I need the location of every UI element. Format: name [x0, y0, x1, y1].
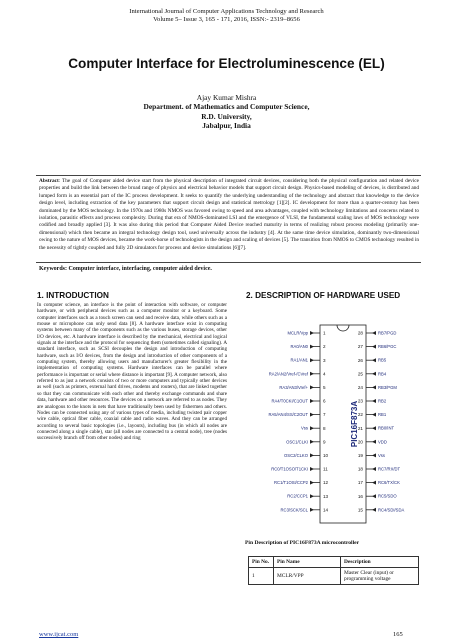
keywords: Keywords: Computer interface, interfacing, computer aided device.: [39, 266, 212, 272]
pin-number-right: 16: [357, 493, 363, 499]
pin-label-right: RB1: [378, 412, 387, 418]
pin-arrow-icon: [310, 385, 314, 389]
pin-arrow-icon: [310, 508, 314, 512]
pin-number-left: 12: [323, 480, 329, 486]
pin-arrow-icon: [372, 358, 376, 362]
pin-number-right: 25: [357, 371, 363, 377]
pin-number-left: 5: [323, 385, 326, 390]
row-pin-name: MCLR/VPP: [274, 568, 341, 585]
author-block: [0, 93, 453, 131]
pin-number-left: 11: [323, 466, 328, 472]
pin-number-right: 15: [357, 507, 363, 513]
pin-label-right: RC4/SDI/SDA: [378, 507, 405, 513]
pin-label-left: Vss: [301, 425, 308, 431]
pin-number-left: 6: [323, 398, 326, 404]
row-description-line1: Master Clear (input) or: [344, 570, 394, 576]
pin-arrow-icon: [310, 331, 314, 335]
col-description: Description: [341, 557, 419, 568]
pin-label-right: RB7/PGD: [378, 330, 397, 336]
pin-label-left: RA5/AN4/SS/C2OUT: [268, 412, 308, 418]
pin-number-left: 7: [323, 412, 326, 418]
pin-arrow-icon: [310, 413, 314, 417]
pin-arrow-icon: [310, 399, 314, 403]
footer-link[interactable]: www.ijcat.com: [39, 631, 79, 638]
pin-arrow-icon: [372, 345, 376, 349]
pin-label-left: RC3/SCK/SCL: [280, 507, 308, 513]
pin-table-header: [249, 557, 419, 568]
pin-number-left: 9: [323, 439, 326, 445]
pin-number-left: 8: [323, 425, 326, 431]
pin-label-left: RC0/T1OSO/T1CKI: [271, 466, 308, 472]
chip-part-label: PIC16F873A: [350, 400, 359, 448]
pin-arrow-icon: [310, 467, 314, 471]
pin-label-left: RA3/AN3/Vref+: [279, 384, 308, 390]
page-number: 165: [393, 631, 403, 638]
pin-number-left: 14: [323, 507, 329, 513]
pin-number-right: 18: [357, 466, 363, 472]
pin-arrow-icon: [372, 413, 376, 417]
pin-number-left: 13: [323, 493, 329, 499]
pin-arrow-icon: [372, 399, 376, 403]
pin-number-left: 2: [323, 344, 326, 350]
pin-number-right: 26: [357, 357, 363, 363]
pin-arrow-icon: [310, 358, 314, 362]
pin-arrow-icon: [372, 385, 376, 389]
pin-label-left: OSC1/CLKI: [286, 439, 308, 445]
author-dept: Department. of Mathematics and Computer Science,: [143, 102, 310, 112]
pin-label-left: RA0/AN0: [290, 344, 308, 350]
pic-pinout-diagram: [258, 323, 428, 527]
pin-table: [248, 556, 419, 585]
pin-label-right: RB2: [378, 398, 387, 404]
pin-arrow-icon: [310, 426, 314, 430]
pin-arrow-icon: [372, 440, 376, 444]
pin-label-right: RB0/INT: [378, 425, 395, 431]
pin-arrow-icon: [372, 372, 376, 376]
col-pin-name: Pin Name: [274, 557, 341, 568]
col-pin-no: Pin No.: [249, 557, 274, 568]
pin-number-right: 21: [357, 425, 363, 431]
pin-label-left: RC1/T1OSI/CCP2: [274, 480, 308, 486]
intro-text: In computer science, an interface is the point of interaction with software, or computer hardware, or with peripheral devices such as a computer monitor or a keyboard. Some computer interfaces such as a touch screen can send and receive data, while others such as a mouse or microphone can only send data [8]. A hardware interface exist in computing systems between many of the components such as the various buses, storage devices, other I/O devices, etc. A hardware interface is described by the mechanical, electrical and logical signals at the interface and the protocol for sequencing them (sometimes called signaling). A standard interface, such as SCSI decouples the design and introduction of computing hardware, such as I/O devices, from the design and introduction of other components of a computing system, thereby allowing users and manufacturer's greater flexibility in the implementation of computing systems. Hardware interfaces can be parallel where performance is important or serial where distance is important [9]. A computer network, also referred to as just a network consists of two or more computers and typically other devices as well (such as printers, external hard drives, modems and routers), that are linked together so that they can communicate with each other and thereby exchange commands and share data, hardware and other resources. The devices on a network are referred to as nodes. They are analogous to the knots in nets that have traditionally been used by fishermen and others. Nodes can be connected using any of various types of media, including twisted pair copper wire cable, optical fiber cable, coaxial cable and radio waves. And they can be arranged according to several basic topologies (i.e., layouts), including bus (in which all nodes are connected along a single cable), star (all nodes are connected to a central node), tree (nodes successively branch off from other nodes) and ring: [37, 302, 227, 442]
pin-arrow-icon: [310, 494, 314, 498]
author-univ: R.D. University,: [201, 111, 252, 121]
pin-arrow-icon: [310, 345, 314, 349]
pin-number-left: 10: [323, 453, 329, 458]
pin-label-right: RB4: [378, 371, 387, 377]
pin-number-right: 27: [357, 344, 363, 350]
pin-label-right: RC6/TX/CK: [378, 480, 400, 486]
journal-header-line2: Volume 5– Issue 3, 165 - 171, 2016, ISSN:- 2319–8656: [153, 16, 300, 23]
pin-number-left: 3: [323, 357, 326, 363]
pin-number-right: 19: [357, 453, 363, 458]
abstract-text: : The goal of Computer aided device start from the physical description of integrated circuit devices, considering both the physical configuration and related device properties and build the link between the broad range of physics and electrical behavior models that support circuit design. Physics-based modeling of devices, is distributed and lumped form is an essential part of the IC process development. It seeks to quantify the underlying understanding of the technology and abstract that knowledge to the device design level, including extraction of the key parameters that support circuit design and statistical metrology [1][2]. IC development for more than a quarter-century has been dominated by the MOS technology. In the 1970s and 1980s NMOS was favored owing to speed and area advantages, coupled with technology limitations and concerns related to isolation, parasitic effects and process complexity. During that era of NMOS-dominated LSI and the emergence of VLSI, the fundamental scaling laws of MOS technology were codified and broadly applied [3]. It was also during this period that Computer Aided Device reached maturity in terms of realizing robust process modeling (primarily one-dimensional) which then became an integral technology design tool, used universally across the industry [4]. At the same time device simulation, dominantly two-dimensional owing to the nature of MOS devices, became the work-horse of technologists in the design and scaling of devices [5]. The transition from NMOS to CMOS technology resulted in the necessity of tightly coupled and fully 2D simulators for process and device simulations [6][7].: [39, 178, 419, 251]
pin-arrow-icon: [310, 372, 314, 376]
pin-label-left: MCLR/Vpp: [287, 330, 308, 336]
pin-label-right: RC7/RX/DT: [378, 466, 401, 472]
pin-number-right: 22: [357, 412, 363, 418]
pin-number-left: 1: [323, 330, 326, 336]
abstract: [39, 178, 419, 252]
pin-number-right: 23: [357, 398, 363, 404]
pin-label-left: RC2/CCP1: [287, 493, 308, 499]
pin-number-left: 4: [323, 371, 326, 377]
pin-label-left: RA2/AN2/Vref-/CVref: [268, 371, 308, 377]
pin-number-right: 17: [357, 480, 363, 486]
row-pin-no: 1: [249, 568, 274, 585]
pin-label-right: RB6/PGC: [378, 344, 397, 350]
pin-arrow-icon: [310, 453, 314, 457]
journal-header: [0, 8, 453, 24]
row-description: [341, 568, 419, 585]
pin-arrow-icon: [372, 494, 376, 498]
pin-number-right: 28: [357, 330, 363, 336]
pin-label-left: RA4/T0CKI/C1OUT: [271, 398, 308, 404]
pin-label-right: VDD: [378, 439, 387, 445]
pin-arrow-icon: [310, 440, 314, 444]
journal-header-line1: International Journal of Computer Applications Technology and Research: [129, 8, 324, 15]
pin-label-right: RB5: [378, 357, 387, 363]
pin-arrow-icon: [372, 331, 376, 335]
pin-label-right: RC5/SDO: [378, 493, 397, 499]
pin-label-right: Vss: [378, 452, 385, 458]
pin-label-left: OSC2/CLKO: [284, 452, 308, 458]
pin-number-right: 20: [357, 439, 363, 445]
pin-number-right: 24: [357, 385, 363, 390]
abstract-label: Abstract: [39, 178, 59, 184]
author-city: Jabalpur, India: [202, 121, 251, 131]
row-description-line2: programming voltage: [344, 576, 391, 582]
pin-arrow-icon: [372, 508, 376, 512]
pin-arrow-icon: [372, 426, 376, 430]
paper-title: Computer Interface for Electroluminescence (EL): [68, 56, 385, 71]
table-row: [249, 568, 419, 585]
pin-arrow-icon: [372, 467, 376, 471]
hardware-heading: 2. DESCRIPTION OF HARDWARE USED: [246, 291, 401, 300]
pin-arrow-icon: [372, 481, 376, 485]
pin-arrow-icon: [310, 481, 314, 485]
pin-label-left: RA1/AN1: [290, 357, 308, 363]
pin-label-right: RB3/PGM: [378, 384, 397, 390]
pin-table-caption: Pin Description of PIC16F873A microcontroller: [245, 540, 360, 546]
pin-arrow-icon: [372, 453, 376, 457]
intro-heading: 1. INTRODUCTION: [37, 291, 109, 300]
author-name: Ajay Kumar Mishra: [196, 93, 257, 102]
